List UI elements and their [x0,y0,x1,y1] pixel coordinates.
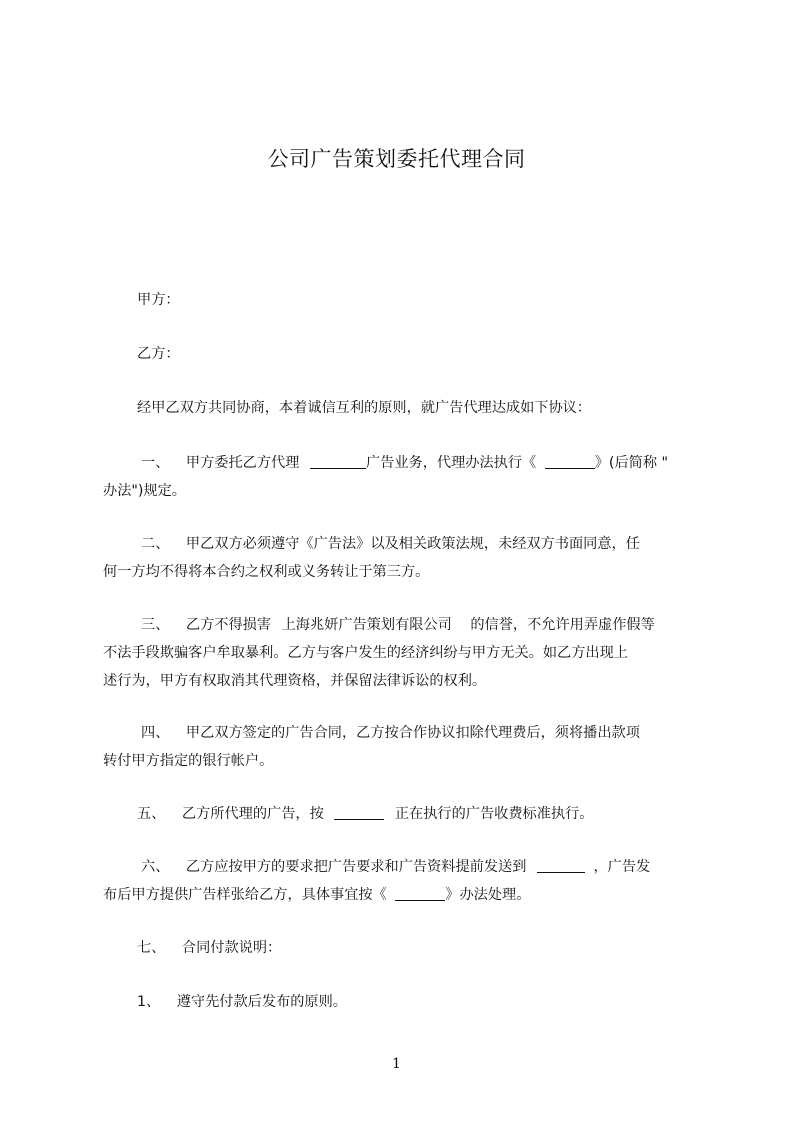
clause-1-line-2: 办法")规定。 [103,483,186,499]
sub-clause-1: 1、 遵守先付款后发布的原则。 [137,988,347,1016]
clause-2-line-1: 二、 甲乙双方必须遵守《广告法》以及相关政策法规，未经双方书面同意，任 [141,530,640,558]
fee-standard-blank [334,805,384,820]
clause-5-line-1: 五、 乙方所代理的广告，按 正在执行的广告收费标准执行。 [137,800,593,828]
party-a-label: 甲方： [137,292,180,308]
party-b-label: 乙方： [137,346,180,362]
clause-1-number: 一、 [141,455,170,471]
clause-3-line-1: 三、 乙方不得损害 上海兆妍广告策划有限公司 的信誉，不允许用弄虚作假等 [141,611,655,639]
sub-clause-1-number: 1、 [137,994,161,1010]
method-name-blank-2 [395,886,445,901]
clause-4-line-1: 四、 甲乙双方签定的广告合同，乙方按合作协议扣除代理费后，须将播出款项 [141,719,640,747]
intro-paragraph: 经甲乙双方共同协商，本着诚信互利的原则，就广告代理达成如下协议： [137,400,592,416]
clause-7: 七、 合同付款说明： [137,934,281,962]
clause-1-line-1: 一、 甲方委托乙方代理 广告业务，代理办法执行《 》(后简称 " [141,449,668,477]
clause-3-number: 三、 [141,617,170,633]
clause-2-line-2: 何一方均不得将本合约之权利或义务转让于第三方。 [103,564,430,580]
clause-3-line-2: 不法手段欺骗客户牟取暴利。乙方与客户发生的经济纠纷与甲方无关。如乙方出现上 [103,645,628,661]
clause-6-line-1: 六、 乙方应按甲方的要求把广告要求和广告资料提前发送到 ，广告发 [141,853,650,881]
clause-3-line-3: 述行为，甲方有权取消其代理资格，并保留法律诉讼的权利。 [103,673,487,689]
clause-6-line-2: 布后甲方提供广告样张给乙方，具体事宜按《 》办法处理。 [103,887,531,903]
delivery-target-blank [537,858,585,873]
clause-2-number: 二、 [141,536,170,552]
clause-6-number: 六、 [141,859,170,875]
page-title: 公司广告策划委托代理合同 [267,147,526,171]
agency-scope-blank [310,454,366,469]
page-number: 1 [392,1056,401,1072]
clause-4-number: 四、 [141,725,170,741]
company-name: 上海兆妍广告策划有限公司 [281,617,452,633]
method-name-blank [545,454,595,469]
clause-5-number: 五、 [137,806,166,822]
clause-4-line-2: 转付甲方指定的银行帐户。 [103,753,274,769]
clause-7-number: 七、 [137,940,166,956]
